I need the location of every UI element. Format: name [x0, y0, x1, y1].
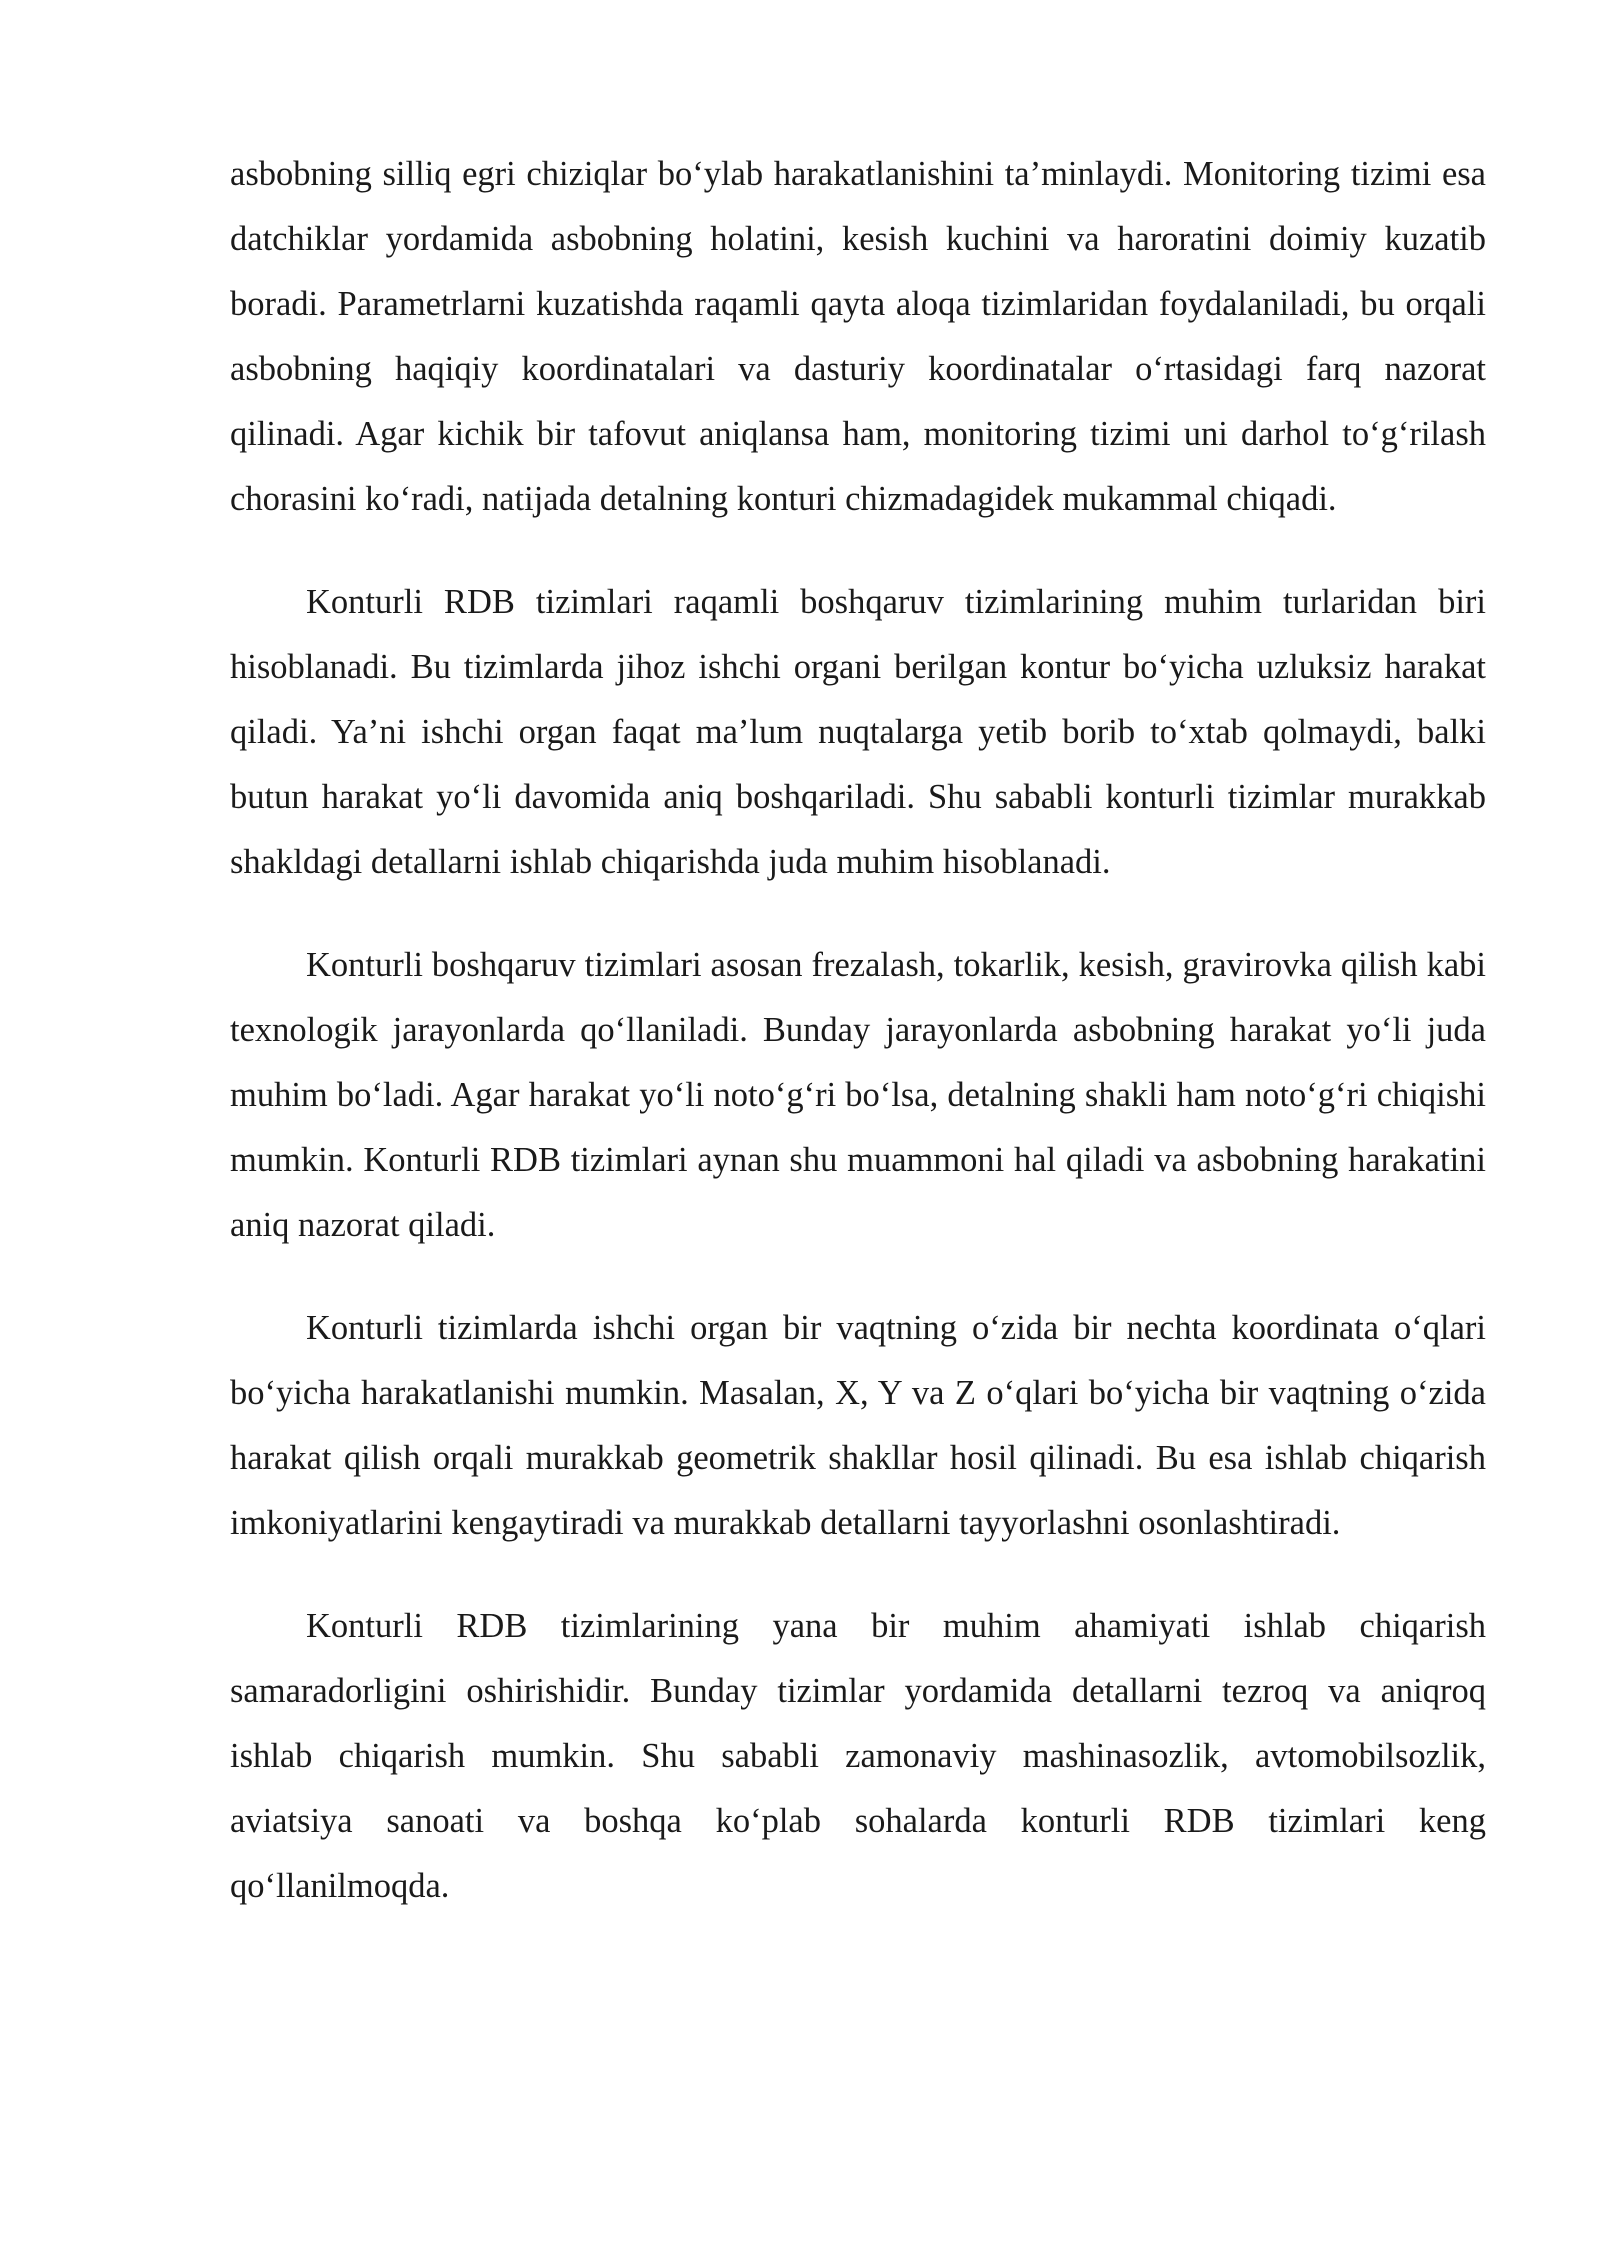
paragraph-5: Konturli RDB tizimlarining yana bir muhim ahamiyati ishlab chiqarish samaradorligini oshirishidir. Bunday tizimlar yordamida detallarni tezroq va aniqroq ishlab chiqarish mumkin. Shu sababli zamonaviy mashinasozlik, avtomobilsozlik, aviatsiya sanoati va boshqa ko‘plab sohalarda konturli RDB tizimlari keng qo‘llanilmoqda.: [230, 1607, 1486, 1905]
document-page: [230, 142, 1486, 1957]
paragraph-2: Konturli RDB tizimlari raqamli boshqaruv tizimlarining muhim turlaridan biri hisoblanadi. Bu tizimlarda jihoz ishchi organi berilgan kontur bo‘yicha uzluksiz harakat qiladi. Ya’ni ishchi organ faqat ma’lum nuqtalarga yetib borib to‘xtab qolmaydi, balki butun harakat yo‘li davomida aniq boshqariladi. Shu sababli konturli tizimlar murakkab shakldagi detallarni ishlab chiqarishda juda muhim hisoblanadi.: [230, 583, 1486, 881]
paragraph-3: Konturli boshqaruv tizimlari asosan frezalash, tokarlik, kesish, gravirovka qilish kabi texnologik jarayonlarda qo‘llaniladi. Bunday jarayonlarda asbobning harakat yo‘li juda muhim bo‘ladi. Agar harakat yo‘li noto‘g‘ri bo‘lsa, detalning shakli ham noto‘g‘ri chiqishi mumkin. Konturli RDB tizimlari aynan shu muammoni hal qiladi va asbobning harakatini aniq nazorat qiladi.: [230, 946, 1486, 1244]
paragraph-4: Konturli tizimlarda ishchi organ bir vaqtning o‘zida bir nechta koordinata o‘qlari bo‘yicha harakatlanishi mumkin. Masalan, X, Y va Z o‘qlari bo‘yicha bir vaqtning o‘zida harakat qilish orqali murakkab geometrik shakllar hosil qilinadi. Bu esa ishlab chiqarish imkoniyatlarini kengaytiradi va murakkab detallarni tayyorlashni osonlashtiradi.: [230, 1309, 1486, 1542]
paragraph-1: asbobning silliq egri chiziqlar bo‘ylab harakatlanishini ta’minlaydi. Monitoring tizimi esa datchiklar yordamida asbobning holatini, kesish kuchini va haroratini doimiy kuzatib boradi. Parametrlarni kuzatishda raqamli qayta aloqa tizimlaridan foydalaniladi, bu orqali asbobning haqiqiy koordinatalari va dasturiy koordinatalar o‘rtasidagi farq nazorat qilinadi. Agar kichik bir tafovut aniqlansa ham, monitoring tizimi uni darhol to‘g‘rilash chorasini ko‘radi, natijada detalning konturi chizmadagidek mukammal chiqadi.: [230, 155, 1486, 518]
